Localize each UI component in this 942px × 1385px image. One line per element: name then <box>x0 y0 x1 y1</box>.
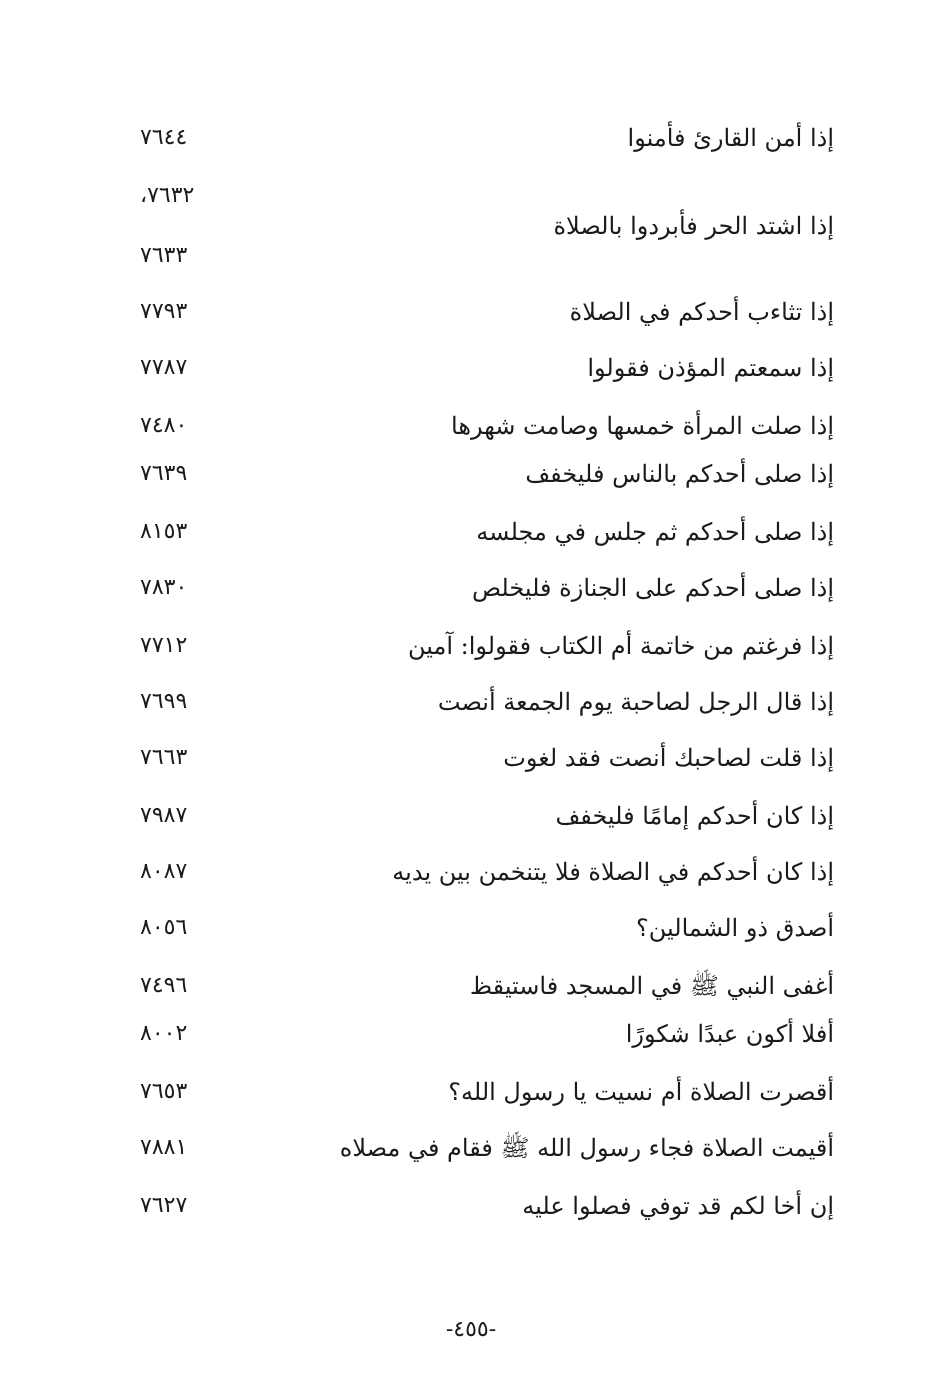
hadith-number: ٧٦٢٧ <box>140 1193 188 1218</box>
index-entry <box>140 1014 834 1054</box>
index-entry <box>140 1128 834 1168</box>
hadith-number: ٧٦٥٣ <box>140 1079 188 1104</box>
hadith-number: ٧٤٩٦ <box>140 973 188 998</box>
index-entry <box>140 908 834 948</box>
page-number: -٤٥٥- <box>445 1317 497 1342</box>
hadith-text: إذا كان أحدكم في الصلاة فلا يتنخمن بين يديه <box>392 858 834 886</box>
index-entry <box>140 1072 834 1112</box>
hadith-number: ٧٤٨٠ <box>140 413 188 438</box>
index-entry <box>140 796 834 836</box>
hadith-number: ٧٧٩٣ <box>140 299 188 324</box>
index-entry <box>140 406 834 446</box>
hadith-text: إذا صلت المرأة خمسها وصامت شهرها <box>451 412 834 440</box>
hadith-number: ٧٦٦٣ <box>140 745 188 770</box>
hadith-number: ٧٧٨٧ <box>140 355 188 380</box>
hadith-text: أفلا أكون عبدًا شكورًا <box>625 1020 834 1048</box>
index-entry <box>140 292 834 332</box>
index-entry <box>140 738 834 778</box>
index-entry <box>140 1186 834 1226</box>
hadith-number: ٧٦٣٩ <box>140 461 188 486</box>
hadith-text: إذا قال الرجل لصاحبة يوم الجمعة أنصت <box>437 688 834 716</box>
hadith-text: أقصرت الصلاة أم نسيت يا رسول الله؟ <box>448 1078 834 1106</box>
hadith-text: إن أخا لكم قد توفي فصلوا عليه <box>522 1192 834 1220</box>
index-entry <box>140 454 834 494</box>
hadith-text: أصدق ذو الشمالين؟ <box>636 914 834 942</box>
hadith-number: ٨٠٠٢ <box>140 1021 188 1046</box>
hadith-text: إذا صلى أحدكم بالناس فليخفف <box>525 460 834 488</box>
index-entry <box>140 626 834 666</box>
index-entry <box>140 512 834 552</box>
hadith-text: إذا أمن القارئ فأمنوا <box>627 124 834 152</box>
hadith-number: ٧٨٣٠ <box>140 575 188 600</box>
hadith-text: إذا كان أحدكم إمامًا فليخفف <box>555 802 834 830</box>
index-entry <box>140 176 834 276</box>
hadith-text: إذا صلى أحدكم على الجنازة فليخلص <box>472 574 834 602</box>
hadith-text: إذا فرغتم من خاتمة أم الكتاب فقولوا: آمين <box>407 632 834 660</box>
index-entry <box>140 966 834 1006</box>
hadith-number: ٧٦٣٢، <box>140 183 195 208</box>
index-entry <box>140 118 834 158</box>
index-entry <box>140 348 834 388</box>
hadith-text: إذا قلت لصاحبك أنصت فقد لغوت <box>503 744 834 772</box>
hadith-number: ٧٧١٢ <box>140 633 188 658</box>
hadith-number: ٧٦٣٣ <box>140 243 188 268</box>
index-entry <box>140 852 834 892</box>
hadith-number: ٧٨٨١ <box>140 1135 188 1160</box>
hadith-text: إذا اشتد الحر فأبردوا بالصلاة <box>553 212 834 240</box>
hadith-number: ٧٩٨٧ <box>140 803 188 828</box>
index-entry <box>140 682 834 722</box>
hadith-text: إذا سمعتم المؤذن فقولوا <box>587 354 834 382</box>
hadith-number: ٧٦٤٤ <box>140 125 188 150</box>
hadith-number: ٨٠٨٧ <box>140 859 188 884</box>
hadith-text: إذا تثاءب أحدكم في الصلاة <box>569 298 834 326</box>
index-entry <box>140 568 834 608</box>
hadith-number: ٧٦٩٩ <box>140 689 188 714</box>
hadith-number: ٨٠٥٦ <box>140 915 188 940</box>
hadith-text: أقيمت الصلاة فجاء رسول الله ﷺ فقام في مصلاه <box>339 1134 834 1162</box>
hadith-number: ٨١٥٣ <box>140 519 188 544</box>
hadith-text: أغفى النبي ﷺ في المسجد فاستيقظ <box>469 972 834 1000</box>
hadith-text: إذا صلى أحدكم ثم جلس في مجلسه <box>476 518 834 546</box>
